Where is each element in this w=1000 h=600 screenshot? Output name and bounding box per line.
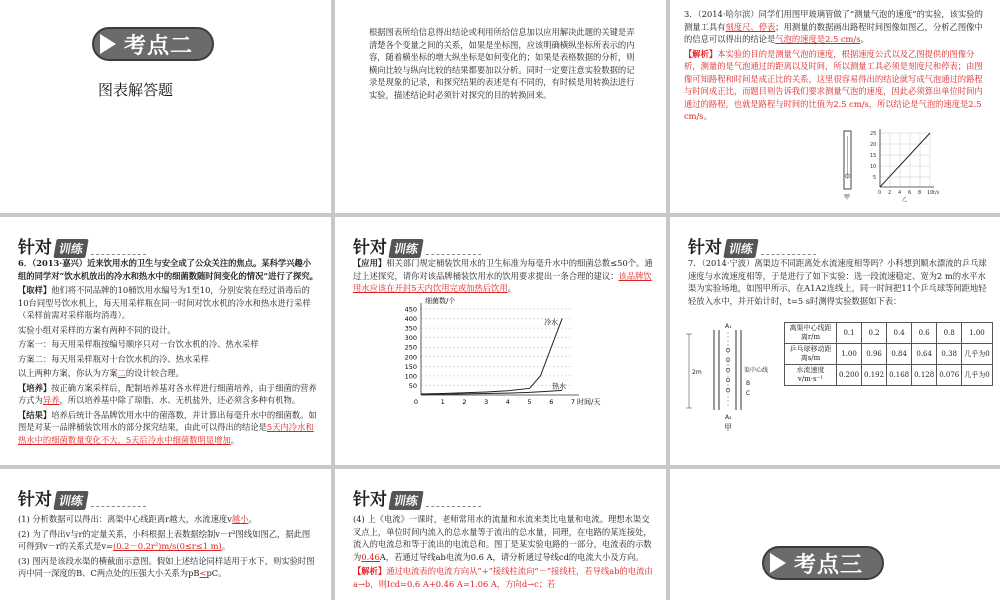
- question-7: 7．（2014·宁波）离渠边不同距离处水流速度相等吗？小科想到顺水漂流的乒乓球速度与水流速度相等，于是进行了如下实验：选一段流速稳定、宽为2 m的水平水渠为实验场地，如图甲所示，在A1A2连线上，同一时间把11个乒乓球等间距地轻轻放入水中，并开始计时，t=5 s时测得实验数据如下表：: [688, 258, 987, 306]
- svg-text:甲: 甲: [844, 194, 851, 200]
- topic-pill: [762, 546, 884, 580]
- slide-4[interactable]: [0, 217, 331, 465]
- x-tick-label: 5: [527, 398, 532, 406]
- svg-text:5: 5: [873, 175, 877, 181]
- practice-badge: 训练: [53, 491, 88, 510]
- practice-header: [688, 233, 816, 258]
- x-tick-label: 1: [440, 398, 445, 406]
- x-tick-label: 4: [505, 398, 510, 406]
- question-6: 6．（2013·嘉兴）近来饮用水的卫生与安全成了公众关注的焦点。某科学兴趣小组的同学对“饮水机放出的冷水和热水中的细菌数随时间变化的情况”进行了探究。 【取样】他们将不同品牌的10桶饮用水编号为1至10，分别安装在经过消毒后的10台同型号饮水机上，每天用采样瓶在同一时间对饮水机的冷水和热水进行采样（采样前需对采样瓶均消毒）。 实验小组对采样的方案有两种不同的设计。 方案一：每天用采样瓶按编号顺序只对一台饮水机的冷、热水采样 方案二：每天用采样瓶对十台饮水机的冷、热水采样 以上两种方案，你认为方案二的设计较合理。 【培养】按正确方案采样后，配制培养基对各水样进行细菌培养，由于细菌的营养方式为异养，所以培养基中除了琼脂、水、无机盐外，还必须含多种有机物。 【结果】培养后统计各品牌饮用水中的菌落数，并计算出每毫升水中的细菌数。如图是对某一品牌桶装饮用水的部分探究结果，由此可以得出的结论是5天内冷水和热水中的细菌数量变化不大，5天后冷水中细菌数明显增加。: [18, 258, 318, 445]
- svg-text:甲: 甲: [724, 423, 732, 432]
- table-row: 离渠中心线距离r/m 0.1 0.2 0.4 0.6 0.8 1.00: [785, 323, 993, 344]
- svg-text:15: 15: [870, 153, 877, 159]
- practice-header-text: 针对: [353, 490, 387, 510]
- svg-text:10: 10: [870, 164, 877, 170]
- practice-badge: 训练: [53, 239, 88, 258]
- practice-header-text: 针对: [688, 238, 722, 258]
- x-tick-label: 6: [549, 398, 554, 406]
- y-tick-label: 250: [404, 343, 417, 352]
- slide-2[interactable]: [335, 0, 666, 213]
- table-row: 乒乓球移动距离s/m 1.00 0.96 0.84 0.64 0.38 几乎为0: [785, 344, 993, 365]
- channel-figure: [684, 322, 784, 434]
- series-label: 热水: [552, 382, 567, 391]
- practice-header-text: 针对: [353, 238, 387, 258]
- slide-8[interactable]: [335, 469, 666, 600]
- speed-table: [784, 322, 993, 386]
- series-label: 冷水: [544, 318, 559, 327]
- topic-pill: [92, 27, 214, 61]
- chart-xlabel: 时间/天: [577, 398, 601, 406]
- slide-6[interactable]: [670, 217, 1000, 465]
- y-tick-label: 200: [404, 353, 417, 362]
- svg-text:A₁: A₁: [725, 323, 732, 330]
- chart-ylabel: 细菌数/个: [425, 297, 456, 305]
- y-tick-label: 350: [404, 324, 417, 333]
- svg-text:8: 8: [918, 190, 922, 196]
- question-7-parts: (1) 分析数据可以得出：离渠中心线距离r越大，水流速度v越小。 (2) 为了得出v与r的定量关系，小科根据上表数据绘制v－r²图线如图乙，据此图可得到v－r的关系式是v=(0.2－0.2r²)m/s(0≤r≤1 m)。 (3) 图丙是该段水渠的横截面示意图。假如上述结论同样适用于水下，则实验时图丙中同一深度的B、C两点处的压强大小关系为pB<pC。: [18, 514, 315, 578]
- svg-text:t/s: t/s: [933, 190, 940, 196]
- header-divider: [761, 254, 816, 255]
- y-tick-label: 450: [404, 305, 417, 314]
- y-tick-label: 300: [404, 334, 417, 343]
- svg-text:B: B: [746, 380, 751, 387]
- section-subtitle: 图表解答题: [98, 81, 174, 99]
- header-divider: [426, 506, 481, 507]
- svg-text:乙: 乙: [902, 197, 908, 202]
- practice-badge: 训练: [723, 239, 758, 258]
- topic-pill-label: 考点三: [794, 552, 864, 578]
- x-tick-label: 2: [462, 398, 467, 406]
- play-icon: [100, 34, 116, 54]
- topic-pill-label: 考点二: [124, 33, 194, 59]
- header-divider: [91, 254, 146, 255]
- slide-3[interactable]: [670, 0, 1000, 213]
- header-divider: [426, 254, 481, 255]
- svg-text:4: 4: [898, 190, 902, 196]
- play-icon: [770, 553, 786, 573]
- x-tick-label: 7: [570, 398, 576, 406]
- practice-header: [18, 485, 146, 510]
- slide-7[interactable]: [0, 469, 331, 600]
- method-paragraph: 根据图表所给信息得出结论或利用所给信息加以应用解决此题的关键是弄清楚各个变量之间的关系，如果是坐标图，应该明确横纵坐标所表示的内容，随着横坐标的增大纵坐标是如何变化的；如果是表格数据的分析，则横向比较与纵向比较的结果都要加以分析。同时一定要注意实验数据的记录是现象的记录，和探究结果的表述是有不同的，有时候是用转换法进行实验，描述结论时必须针对探究的目的转换回来。: [369, 27, 635, 100]
- y-tick-label: 400: [404, 315, 417, 324]
- practice-badge: 训练: [388, 491, 423, 510]
- svg-text:25: 25: [870, 131, 877, 137]
- glass-tube-figure: [838, 128, 858, 200]
- bacteria-chart: [385, 295, 625, 415]
- distance-time-graph: [868, 124, 946, 202]
- svg-text:A₂: A₂: [725, 414, 732, 421]
- slide-1[interactable]: [0, 0, 331, 213]
- svg-text:0: 0: [878, 190, 882, 196]
- table-row: 水流速度v/m·s⁻¹ 0.200 0.192 0.168 0.128 0.076 几乎为0: [785, 365, 993, 386]
- series-line-cold: [421, 319, 562, 394]
- practice-header: [353, 485, 481, 510]
- practice-header-text: 针对: [18, 490, 52, 510]
- svg-text:20: 20: [870, 142, 877, 148]
- slide-9[interactable]: [670, 469, 1000, 600]
- header-divider: [91, 506, 146, 507]
- series-line-hot: [421, 390, 562, 394]
- y-tick-label: 150: [404, 362, 417, 371]
- question-3: 3．（2014·哈尔滨）同学们用图甲玻璃管做了“测量气泡的速度”的实验，该实验的测量工具有刻度尺、停表；用测量的数据画出路程时间图像如图乙，分析乙图像中的信息可以得出的结论是气泡的速度是2.5 cm/s。 【解析】本实验的目的是测量气泡的速度，根据速度公式以及乙图提供的图像分析，测量的是气泡通过的距离以及时间，所以测量工具必须是刻度尺和停表；由图像可知路程和时间是成正比的关系，这里很容易得出的结论就写成气泡通过的路程与时间成正比，而题目则告诉我们要求测量气泡的速度，因此必须算出单位时间内通过的路程，也就是路程与时间的比值为2.5 cm/s，所以结论是气泡的速度是2.5 cm/s。: [684, 9, 983, 121]
- y-tick-label: 50: [408, 381, 417, 390]
- slide-5[interactable]: [335, 217, 666, 465]
- practice-badge: 训练: [388, 239, 423, 258]
- svg-text:6: 6: [908, 190, 912, 196]
- practice-header: [353, 233, 481, 258]
- svg-text:渠中心线: 渠中心线: [744, 367, 769, 374]
- practice-header: [18, 233, 146, 258]
- x-tick-label: 3: [484, 398, 489, 406]
- question-7-part4: (4) 上《电流》一课时，老师常用水的流量和水流来类比电量和电流。理想水渠交叉点上，单位时间内流入的总水量等于流出的总水量，同理，在电路的某连接处，流入的电流总和等于流出的电流总和。图丁是某实验电路的一部分，电流表的示数为0.46A，若通过导线ab电流为0.6 A，请分析通过导线cd的电流大小及方向。 【解析】通过电流表的电流方向从“+”接线柱流向“－”接线柱，若导线ab的电流由a→b，则Icd=0.6 A+0.46 A=1.06 A，方向d→c；若: [353, 514, 653, 589]
- svg-text:2m: 2m: [692, 369, 702, 376]
- practice-header-text: 针对: [18, 238, 52, 258]
- origin-label: 0: [413, 398, 418, 406]
- svg-text:C: C: [746, 390, 751, 397]
- svg-text:2: 2: [888, 190, 892, 196]
- question-application: 【应用】相关部门规定桶装饮用水的卫生标准为每毫升水中的细菌总数≤50个。通过上述探究，请你对该品牌桶装饮用水的饮用要求提出一条合理的建议：该品牌饮用水应该在开封5天内饮用完或加热后饮用。: [353, 258, 653, 293]
- y-tick-label: 100: [404, 372, 417, 381]
- svg-text:10: 10: [927, 190, 934, 196]
